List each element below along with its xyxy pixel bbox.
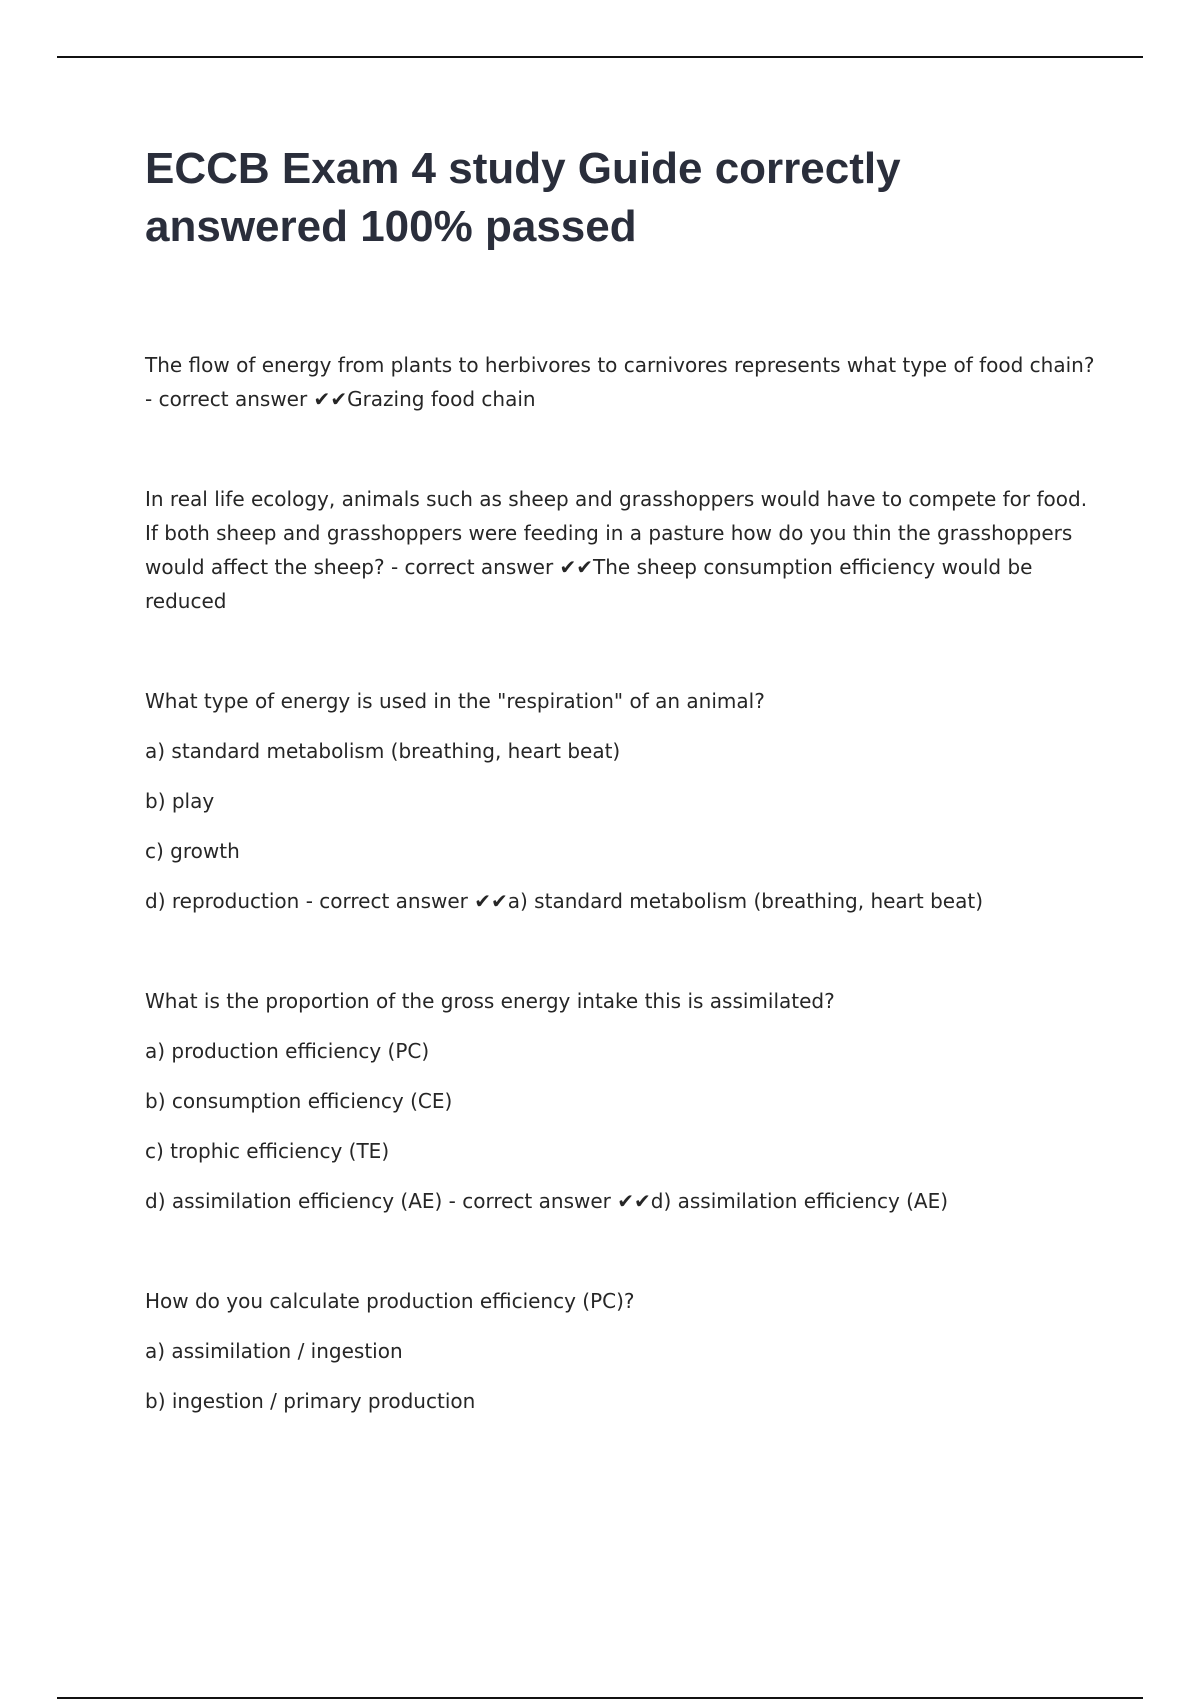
question-block: [145, 684, 1095, 918]
answer-option: c) trophic efficiency (TE): [145, 1139, 390, 1163]
answer-option: c) growth: [145, 839, 240, 863]
answer-option: a) production efficiency (PC): [145, 1039, 430, 1063]
question-list: [145, 348, 1095, 1418]
question-text: What is the proportion of the gross energy intake this is assimilated?: [145, 989, 835, 1013]
bottom-divider: [57, 1697, 1143, 1699]
document-title: ECCB Exam 4 study Guide correctly answered 100% passed: [145, 144, 901, 251]
answer-option-with-correct-answer: d) assimilation efficiency (AE) - correct answer ✔✔d) assimilation efficiency (AE): [145, 1189, 949, 1213]
answer-option: a) assimilation / ingestion: [145, 1339, 403, 1363]
question-block: [145, 1284, 1095, 1418]
answer-option: b) ingestion / primary production: [145, 1389, 476, 1413]
question-text: What type of energy is used in the "respiration" of an animal?: [145, 689, 765, 713]
question-text: The flow of energy from plants to herbivores to carnivores represents what type of food chain? - correct answer ✔✔Grazing food chain: [145, 353, 1095, 411]
answer-option: a) standard metabolism (breathing, heart beat): [145, 739, 621, 763]
answer-option-with-correct-answer: d) reproduction - correct answer ✔✔a) standard metabolism (breathing, heart beat): [145, 889, 983, 913]
question-block: [145, 984, 1095, 1218]
question-text: In real life ecology, animals such as sheep and grasshoppers would have to compete for food. If both sheep and grasshoppers were feeding in a pasture how do you thin the grasshoppers would affect the sheep? - correct answer ✔✔The sheep consumption efficiency would be reduced: [145, 487, 1088, 613]
question-block: [145, 482, 1095, 618]
question-text: How do you calculate production efficiency (PC)?: [145, 1289, 635, 1313]
document-body: [145, 140, 1095, 1484]
question-block: [145, 348, 1095, 416]
top-divider: [57, 56, 1143, 58]
answer-option: b) consumption efficiency (CE): [145, 1089, 453, 1113]
answer-option: b) play: [145, 789, 215, 813]
